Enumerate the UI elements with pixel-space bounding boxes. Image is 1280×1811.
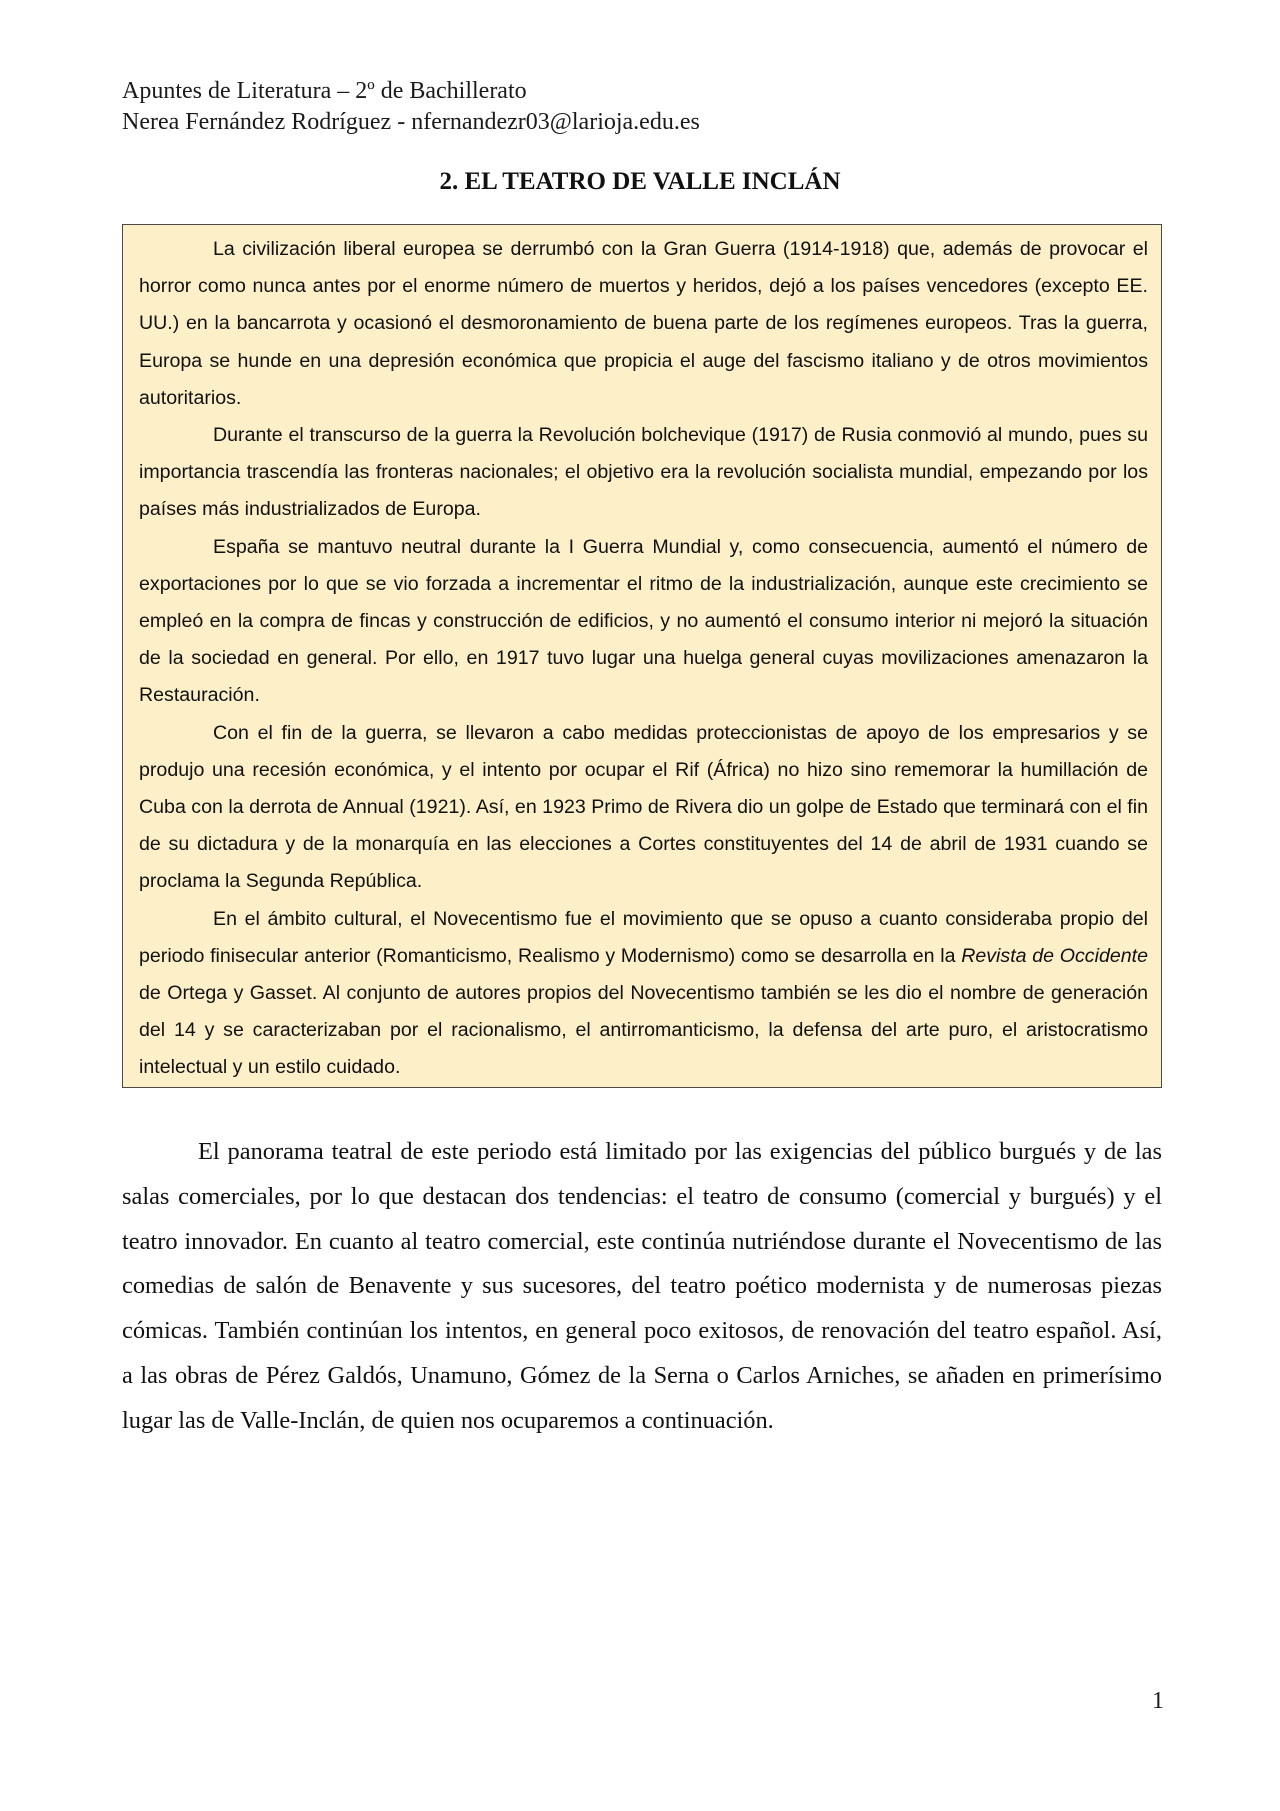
page-header	[122, 76, 700, 138]
section-title: 2. EL TEATRO DE VALLE INCLÁN	[439, 168, 841, 195]
context-paragraph	[139, 901, 1148, 1087]
journal-title: Revista de Occidente	[961, 944, 1148, 967]
historical-context-box	[122, 224, 1162, 1088]
context-paragraph: La civilización liberal europea se derrumbó con la Gran Guerra (1914-1918) que, además de provocar el horror como nunca antes por el enorme número de muertos y heridos, dejó a los países vencedores (excepto EE. UU.) en la bancarrota y ocasionó el desmoronamiento de buena parte de los regímenes europeos. Tras la guerra, Europa se hunde en una depresión económica que propicia el auge del fascismo italiano y de otros movimientos autoritarios.	[139, 238, 1148, 409]
context-paragraph: Con el fin de la guerra, se llevaron a cabo medidas proteccionistas de apoyo de los empresarios y se produjo una recesión económica, y el intento por ocupar el Rif (África) no hizo sino rememorar la humillación de Cuba con la derrota de Annual (1921). Así, en 1923 Primo de Rivera dio un golpe de Estado que terminará con el fin de su dictadura y de la monarquía en las elecciones a Cortes constituyentes del 14 de abril de 1931 cuando se proclama la Segunda República.	[139, 721, 1148, 893]
context-paragraph: Durante el transcurso de la guerra la Revolución bolchevique (1917) de Rusia conmovió al mundo, pues su importancia trascendía las fronteras nacionales; el objetivo era la revolución socialista mundial, empezando por los países más industrializados de Europa.	[139, 424, 1148, 521]
header-author-line: Nerea Fernández Rodríguez - nfernandezr03@larioja.edu.es	[122, 109, 700, 135]
header-course-line: Apuntes de Literatura – 2º de Bachillerato	[122, 78, 527, 104]
body-paragraph: El panorama teatral de este periodo está limitado por las exigencias del público burgués y de las salas comerciales, por lo que destacan dos tendencias: el teatro de consumo (comercial y burgués) y el teatro innovador. En cuanto al teatro comercial, este continúa nutriéndose durante el Novecentismo de las comedias de salón de Benavente y sus sucesores, del teatro poético modernista y de numerosas piezas cómicas. También continúan los intentos, en general poco exitosos, de renovación del teatro español. Así, a las obras de Pérez Galdós, Unamuno, Gómez de la Serna o Carlos Arniches, se añaden en primerísimo lugar las de Valle-Inclán, de quien nos ocuparemos a continuación.	[122, 1138, 1162, 1434]
context-text: En el ámbito cultural, el Novecentismo fue el movimiento que se opuso a cuanto consideraba propio del periodo finisecular anterior (Romanticismo, Realismo y Modernismo) como se desarrolla en la	[139, 907, 1148, 967]
context-text: de Ortega y Gasset. Al conjunto de autores propios del Novecentismo también se les dio el nombre de generación del 14 y se caracterizaban por el racionalismo, el antirromanticismo, la defensa del arte puro, el aristocratismo intelectual y un estilo cuidado.	[139, 982, 1148, 1079]
page-number: 1	[1152, 1688, 1164, 1714]
context-paragraph: España se mantuvo neutral durante la I Guerra Mundial y, como consecuencia, aumentó el número de exportaciones por lo que se vio forzada a incrementar el ritmo de la industrialización, aunque este crecimiento se empleó en la compra de fincas y construcción de edificios, y no aumentó el consumo interior ni mejoró la situación de la sociedad en general. Por ello, en 1917 tuvo lugar una huelga general cuyas movilizaciones amenazaron la Restauración.	[139, 535, 1148, 707]
main-body	[122, 1130, 1162, 1444]
